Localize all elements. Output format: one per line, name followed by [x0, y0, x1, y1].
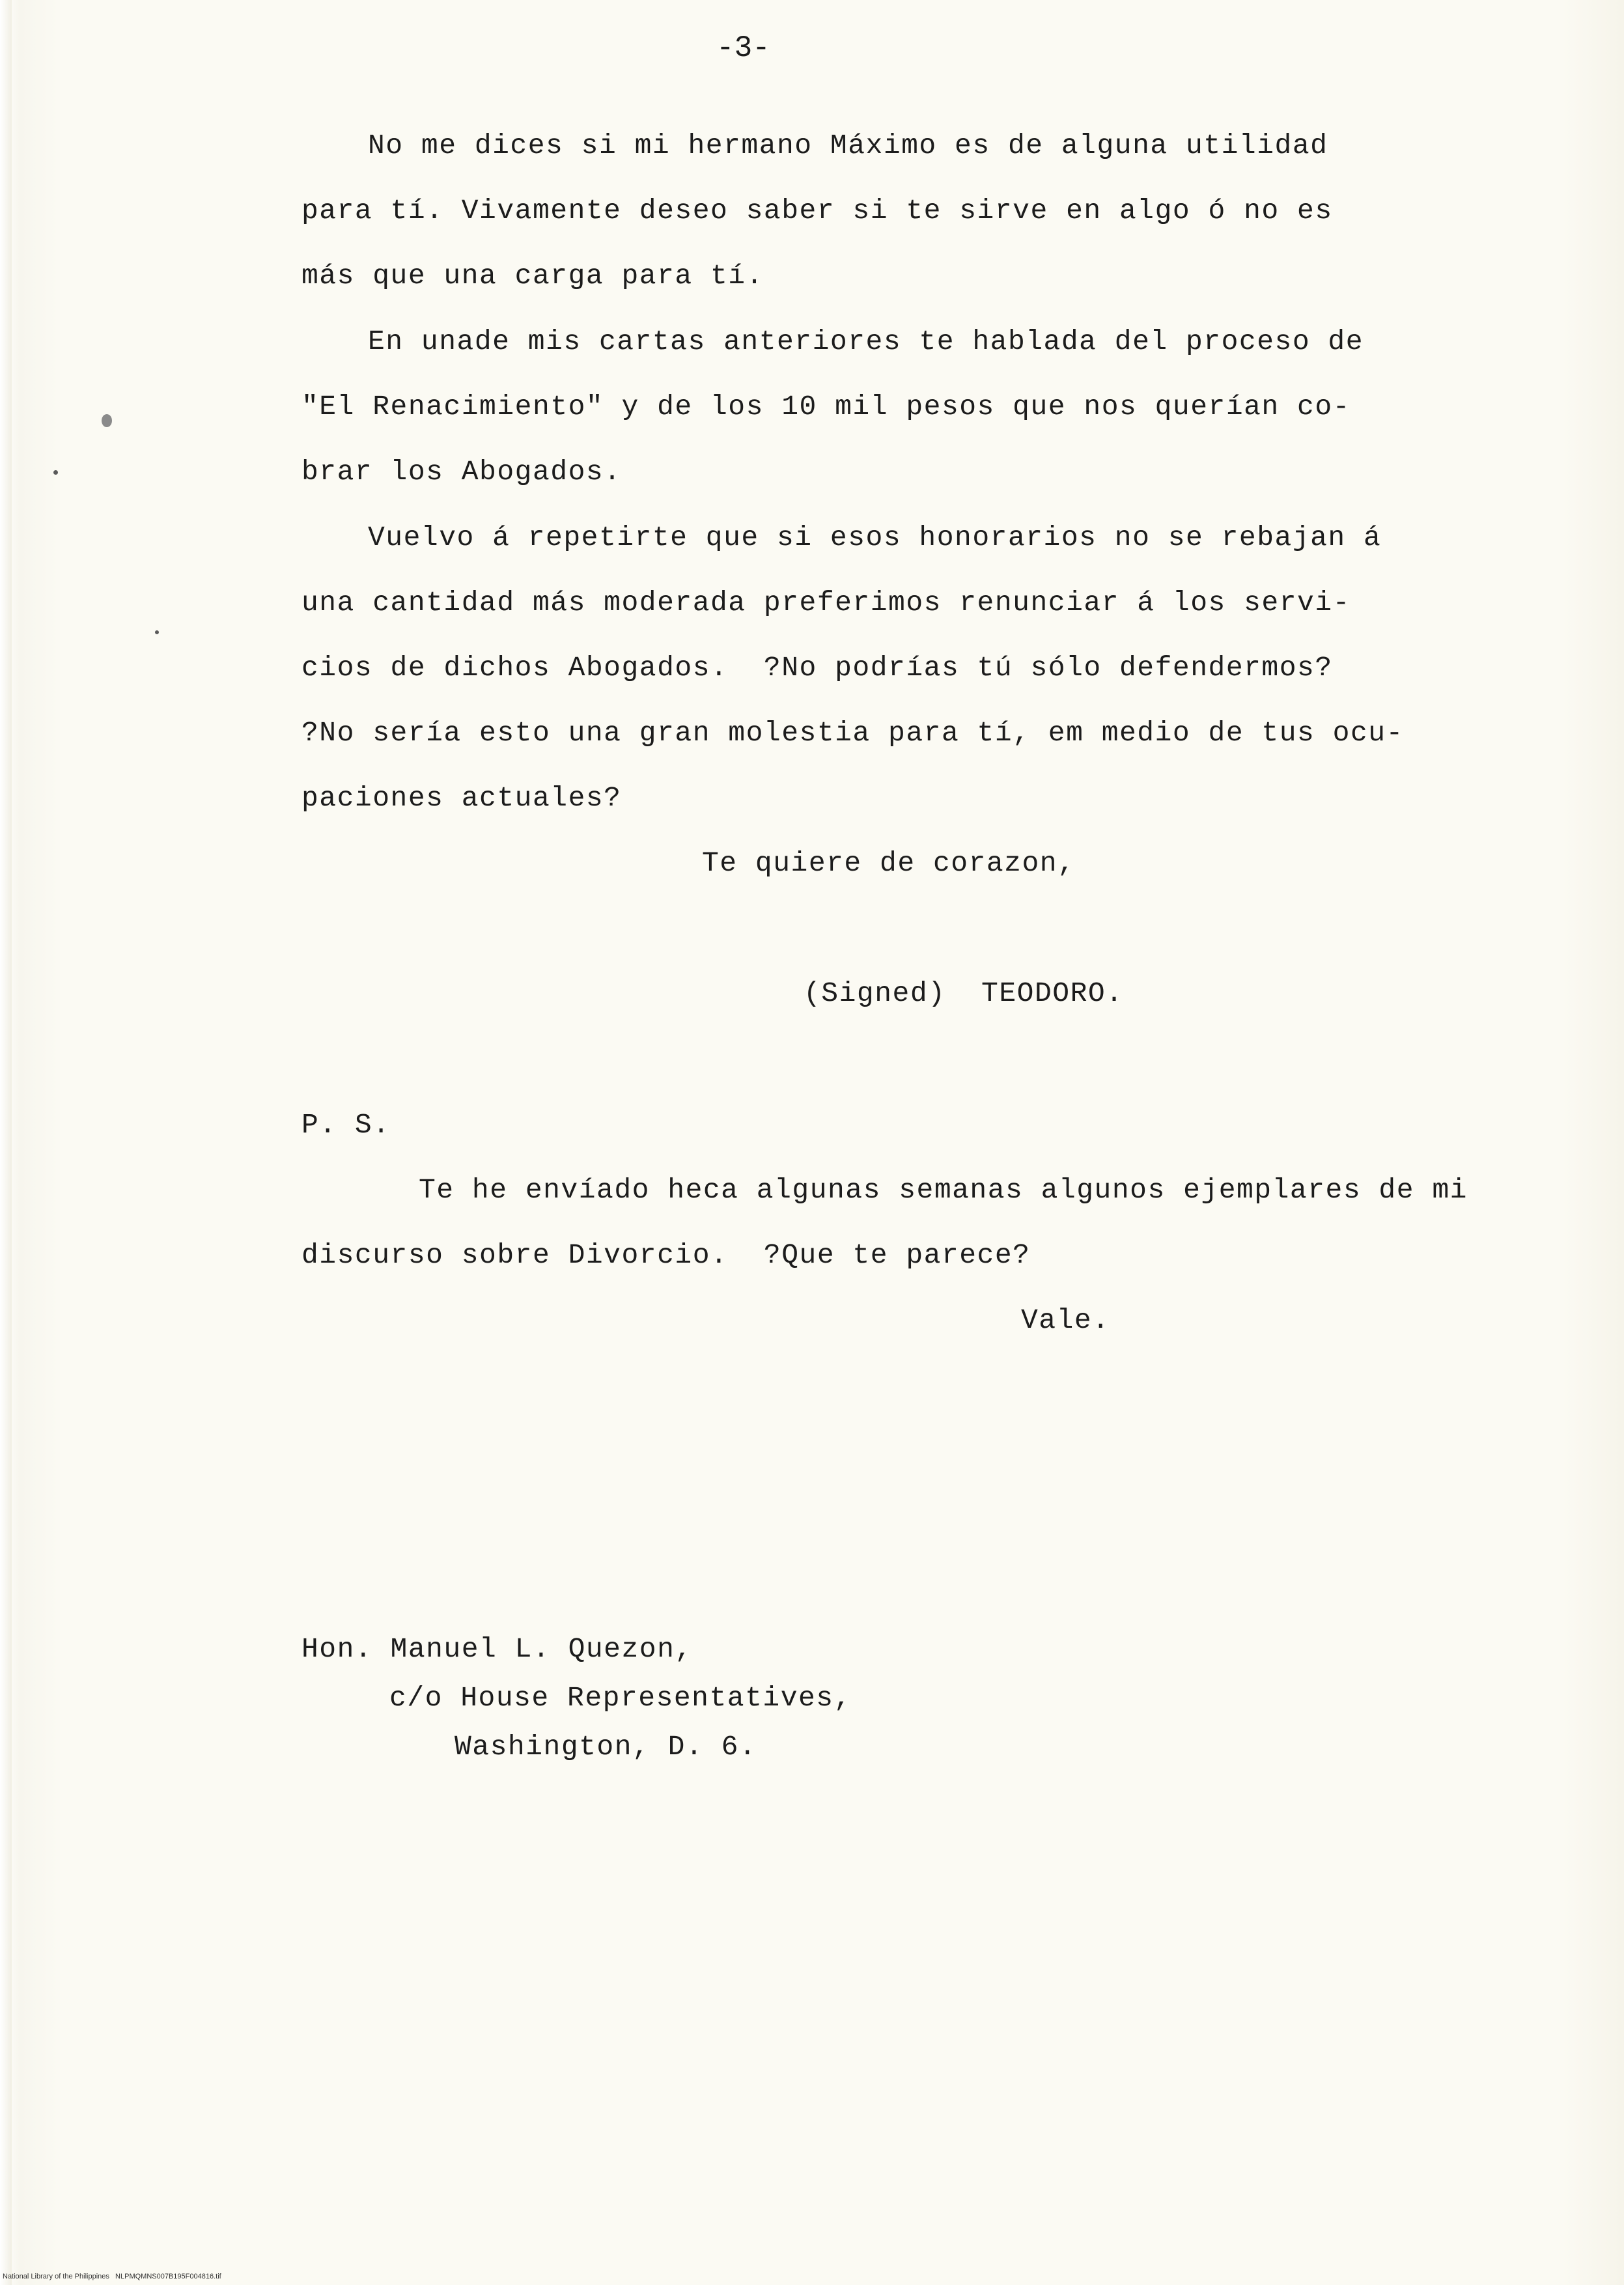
scan-library-name: National Library of the Philippines [3, 2273, 109, 2280]
scan-file-id: NLPMQMNS007B195F004816.tif [115, 2273, 221, 2280]
scan-speck [102, 414, 112, 427]
scan-speck [53, 470, 58, 475]
body-line: cios de dichos Abogados. ?No podrías tú sólo defendermos? [301, 652, 1333, 684]
body-line: Vuelvo á repetirte que si esos honorarios no se rebajan á [368, 522, 1382, 554]
page-edge-shadow [0, 0, 12, 2285]
body-line: para tí. Vivamente deseo saber si te sirve en algo ó no es [301, 195, 1333, 227]
body-line: paciones actuales? [301, 782, 622, 814]
signature-line: (Signed) TEODORO. [804, 977, 1124, 1009]
postscript-line: discurso sobre Divorcio. ?Que te parece? [301, 1239, 1031, 1271]
address-line: Hon. Manuel L. Quezon, [301, 1633, 693, 1665]
postscript-line: Te he envíado heca algunas semanas algunos ejemplares de mi [419, 1174, 1468, 1206]
postscript-sign-off: Vale. [1021, 1304, 1110, 1336]
body-line: ?No sería esto una gran molestia para tí, em medio de tus ocu- [301, 717, 1404, 749]
body-line: En unade mis cartas anteriores te hablada del proceso de [368, 326, 1364, 357]
body-line: No me dices si mi hermano Máximo es de alguna utilidad [368, 130, 1328, 161]
closing-line: Te quiere de corazon, [702, 847, 1076, 879]
address-line: Washington, D. 6. [455, 1731, 757, 1763]
postscript-label: P. S. [301, 1109, 391, 1141]
body-line: una cantidad más moderada preferimos renunciar á los servi- [301, 587, 1351, 619]
scan-speck [155, 630, 159, 634]
body-line: "El Renacimiento" y de los 10 mil pesos que nos querían co- [301, 391, 1351, 423]
body-line: brar los Abogados. [301, 456, 622, 488]
body-line: más que una carga para tí. [301, 260, 764, 292]
page-number: -3- [716, 31, 770, 65]
scan-footer [3, 2273, 221, 2280]
address-line: c/o House Representatives, [389, 1682, 852, 1714]
